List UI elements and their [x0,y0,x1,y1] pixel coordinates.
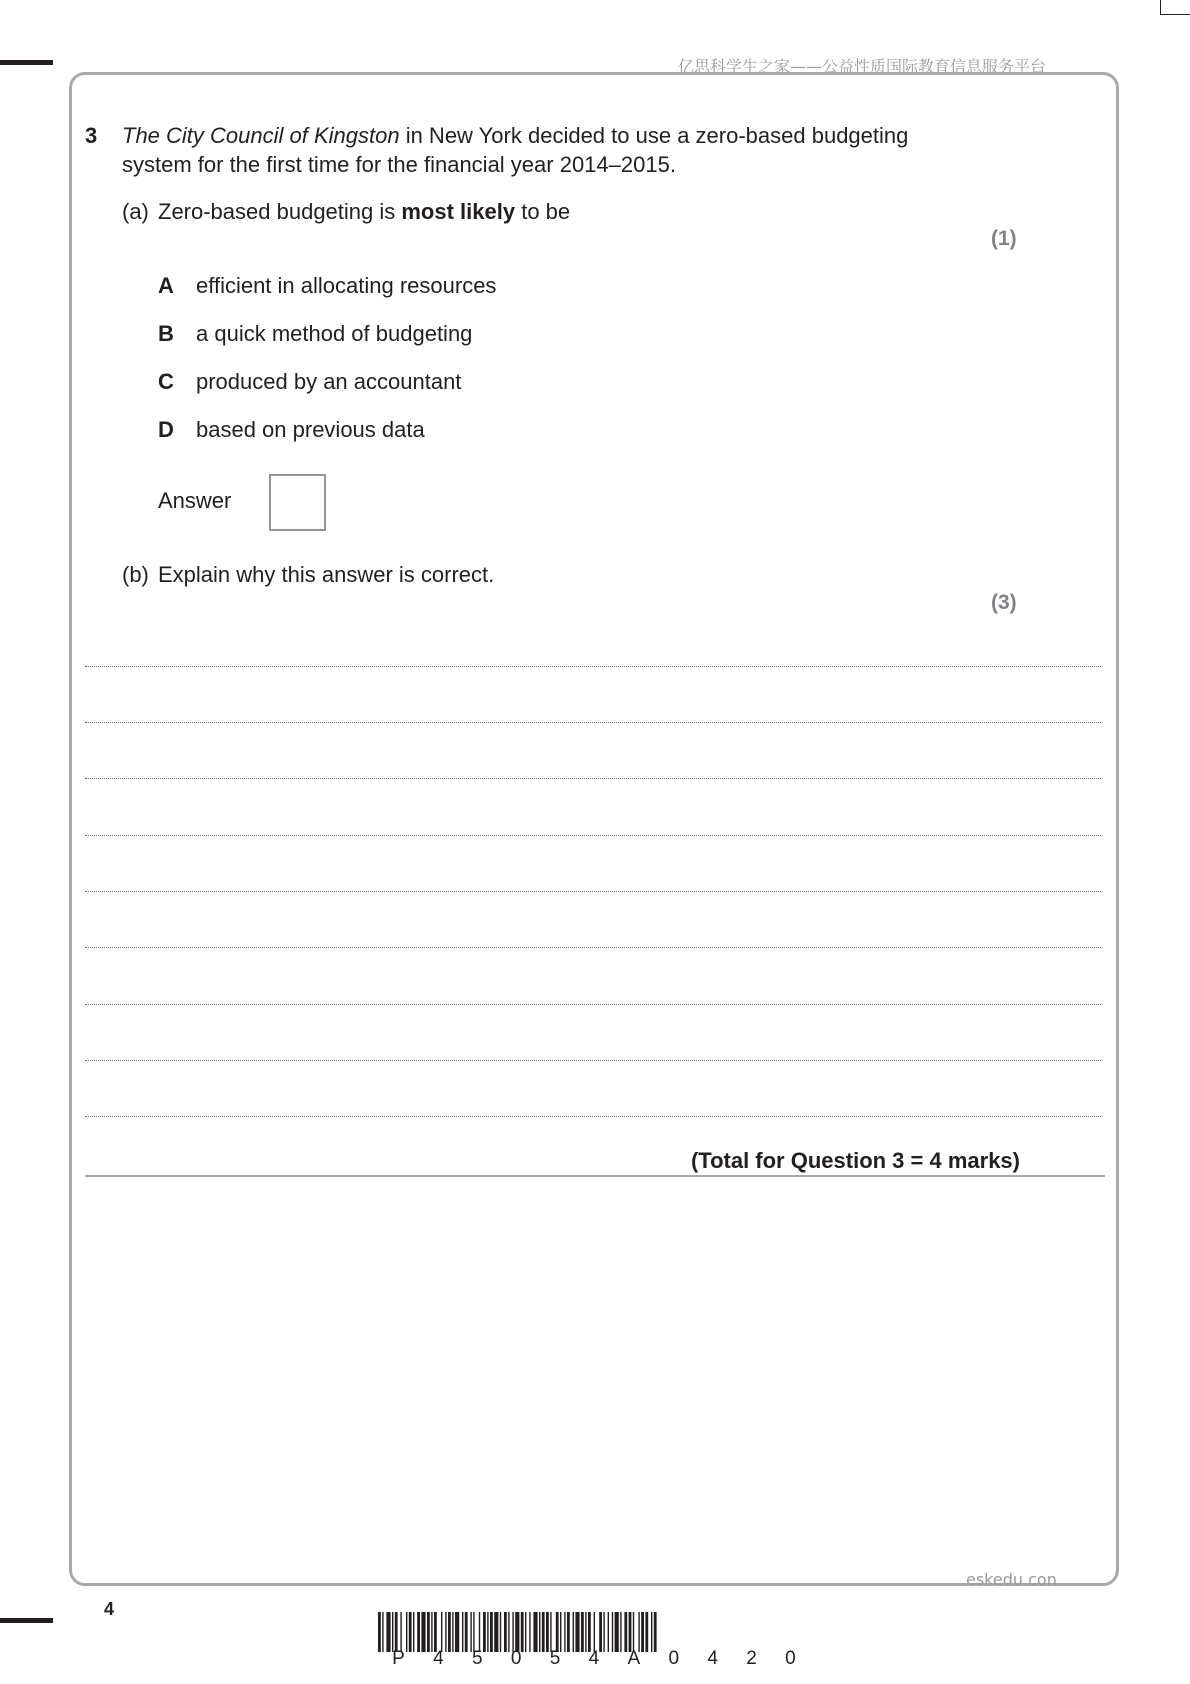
answer-line[interactable] [85,947,1101,948]
answer-line[interactable] [85,722,1101,723]
total-rule [85,1175,1105,1177]
part-a-prompt-bold: most likely [401,199,516,224]
barcode-char: A [627,1648,641,1669]
barcode-char: 4 [433,1648,444,1669]
answer-line[interactable] [85,835,1101,836]
question-intro [122,121,908,179]
part-b-label: (b) [122,562,149,587]
crop-mark-top-left [0,60,53,65]
watermark-top: 亿思科学生之家——公益性质国际教育信息服务平台 [678,57,1047,76]
option-c [158,369,461,395]
option-text: efficient in allocating resources [196,273,497,298]
barcode-char: 0 [785,1648,796,1669]
part-a-prompt-start: Zero-based budgeting is [158,199,402,224]
question-number: 3 [85,123,98,148]
answer-box[interactable] [269,474,326,531]
barcode [378,1612,810,1652]
barcode-char: 2 [746,1648,757,1669]
crop-mark-top-right [1160,0,1190,15]
answer-line[interactable] [85,1060,1101,1061]
question-intro-line2: system for the first time for the financial year 2014–2015. [122,152,676,177]
option-letter: D [158,417,174,442]
barcode-char: P [392,1648,405,1669]
option-text: based on previous data [196,417,425,442]
barcode-char: 5 [549,1648,561,1669]
option-letter: A [158,273,174,298]
part-a-label: (a) [122,199,149,224]
part-a-prompt [158,197,570,226]
barcode-text [378,1648,810,1670]
answer-line[interactable] [85,1116,1101,1117]
question-total: (Total for Question 3 = 4 marks) [690,1148,1020,1173]
watermark-bottom: eskedu.con [966,1570,1057,1589]
option-letter: C [158,369,174,394]
crop-mark-bottom-left [0,1618,53,1623]
barcode-char: 0 [668,1648,680,1669]
answer-line[interactable] [85,891,1101,892]
answer-line[interactable] [85,1004,1101,1005]
answer-label: Answer [158,488,232,513]
option-text: produced by an accountant [196,369,462,394]
option-text: a quick method of budgeting [196,321,473,346]
part-a-marks: (1) [991,227,1017,250]
option-d [158,417,425,443]
part-a-prompt-end: to be [515,199,571,224]
barcode-char: 4 [588,1648,600,1669]
barcode-char: 5 [472,1648,483,1669]
barcode-char: 0 [510,1648,522,1669]
option-b [158,321,472,347]
answer-line[interactable] [85,666,1101,667]
question-intro-line1: in New York decided to use a zero-based budgeting [399,123,909,148]
option-letter: B [158,321,174,346]
answer-line[interactable] [85,778,1101,779]
question-intro-italic: The City Council of Kingston [122,123,400,148]
page-number: 4 [104,1599,115,1619]
page-frame [69,72,1119,1586]
part-b-marks: (3) [991,591,1017,614]
barcode-char: 4 [707,1648,718,1669]
part-b-prompt: Explain why this answer is correct. [158,562,495,587]
option-a [158,273,496,299]
